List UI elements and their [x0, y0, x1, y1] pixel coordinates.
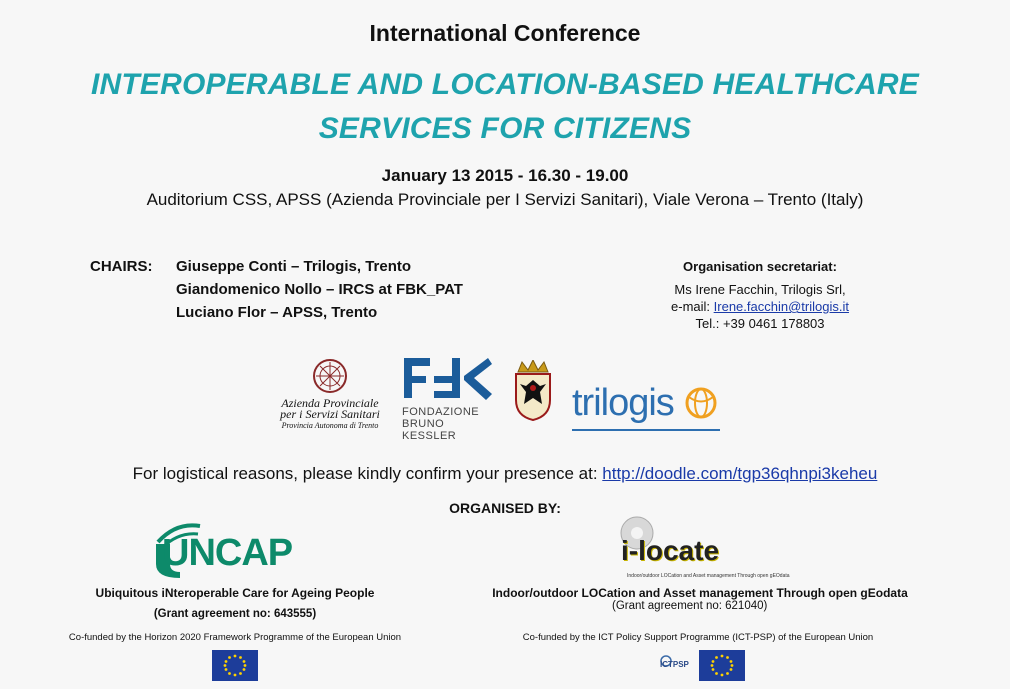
trilogis-globe-icon	[684, 386, 718, 420]
fbk-logo	[400, 356, 500, 442]
eu-flag-icon	[212, 650, 258, 681]
trilogis-underline	[572, 429, 720, 431]
organised-by-label: ORGANISED BY:	[449, 500, 561, 516]
ilocate-logo	[615, 515, 790, 585]
doodle-link[interactable]: http://doodle.com/tgp36qhnpi3keheu	[602, 464, 878, 483]
event-date: January 13 2015 - 16.30 - 19.00	[381, 166, 629, 185]
trento-coat-of-arms-icon	[512, 360, 554, 422]
eu-flag-icon	[699, 650, 745, 681]
trilogis-wordmark: trilogis	[572, 382, 674, 424]
chair-1: Giuseppe Conti – Trilogis, Trento	[176, 258, 412, 275]
ilocate-name: Indoor/outdoor LOCation and Asset management Through open gEodata	[492, 586, 908, 600]
eu-flag-2	[699, 650, 745, 681]
email-label: e-mail:	[671, 299, 714, 314]
ictpsp-text: ICTPSP	[660, 660, 689, 669]
uncap-wordmark: UNCAP	[162, 532, 293, 574]
ilocate-funding: Co-funded by the ICT Policy Support Programme (ICT-PSP) of the European Union	[522, 632, 874, 643]
secretariat-name: Ms Irene Facchin, Trilogis Srl,	[674, 282, 846, 297]
chairs-label: CHAIRS:	[90, 258, 153, 275]
apss-emblem-icon	[310, 358, 350, 394]
apss-line-2: per i Servizi Sanitari	[280, 407, 380, 421]
title-line-1: INTEROPERABLE AND LOCATION-BASED HEALTHCARE	[90, 68, 920, 101]
secretariat-tel: Tel.: +39 0461 178803	[695, 316, 825, 331]
email-link[interactable]: Irene.facchin@trilogis.it	[713, 299, 849, 314]
chair-2: Giandomenico Nollo – IRCS at FBK_PAT	[176, 281, 463, 298]
ilocate-tagline: Indoor/outdoor LOCation and Asset management Through open gEOdata	[627, 573, 790, 579]
trilogis-logo	[570, 380, 720, 434]
apss-logo	[270, 358, 390, 438]
uncap-logo	[150, 518, 320, 578]
fbk-mark-icon	[402, 356, 494, 402]
secretariat-heading: Organisation secretariat:	[683, 259, 837, 274]
fbk-line-2: BRUNO KESSLER	[402, 418, 457, 442]
fbk-line-1: FONDAZIONE	[402, 406, 480, 418]
secretariat	[610, 258, 910, 332]
title-line-2: SERVICES FOR CITIZENS	[318, 112, 692, 145]
uncap-grant: (Grant agreement no: 643555)	[153, 608, 317, 620]
confirm-line	[0, 464, 1010, 484]
event-venue: Auditorium CSS, APSS (Azienda Provinciale per I Servizi Sanitari), Viale Verona – Trento (Italy)	[146, 190, 864, 209]
confirm-text: For logistical reasons, please kindly confirm your presence at:	[132, 464, 603, 483]
eu-flag-1	[212, 650, 258, 681]
ilocate-grant: (Grant agreement no: 621040)	[612, 600, 768, 612]
ilocate-wordmark: i-locate	[621, 535, 720, 566]
ictpsp-logo	[660, 654, 692, 680]
uncap-name: Ubiquitous iNteroperable Care for Ageing People	[95, 586, 375, 600]
secretariat-email-row	[610, 298, 910, 315]
apss-line-3: Provincia Autonoma di Trento	[281, 421, 379, 430]
apss-line-1: Azienda Provinciale	[281, 396, 379, 410]
uncap-funding: Co-funded by the Horizon 2020 Framework Programme of the European Union	[68, 632, 402, 643]
conference-label: International Conference	[369, 20, 641, 46]
chair-3: Luciano Flor – APSS, Trento	[176, 304, 378, 321]
